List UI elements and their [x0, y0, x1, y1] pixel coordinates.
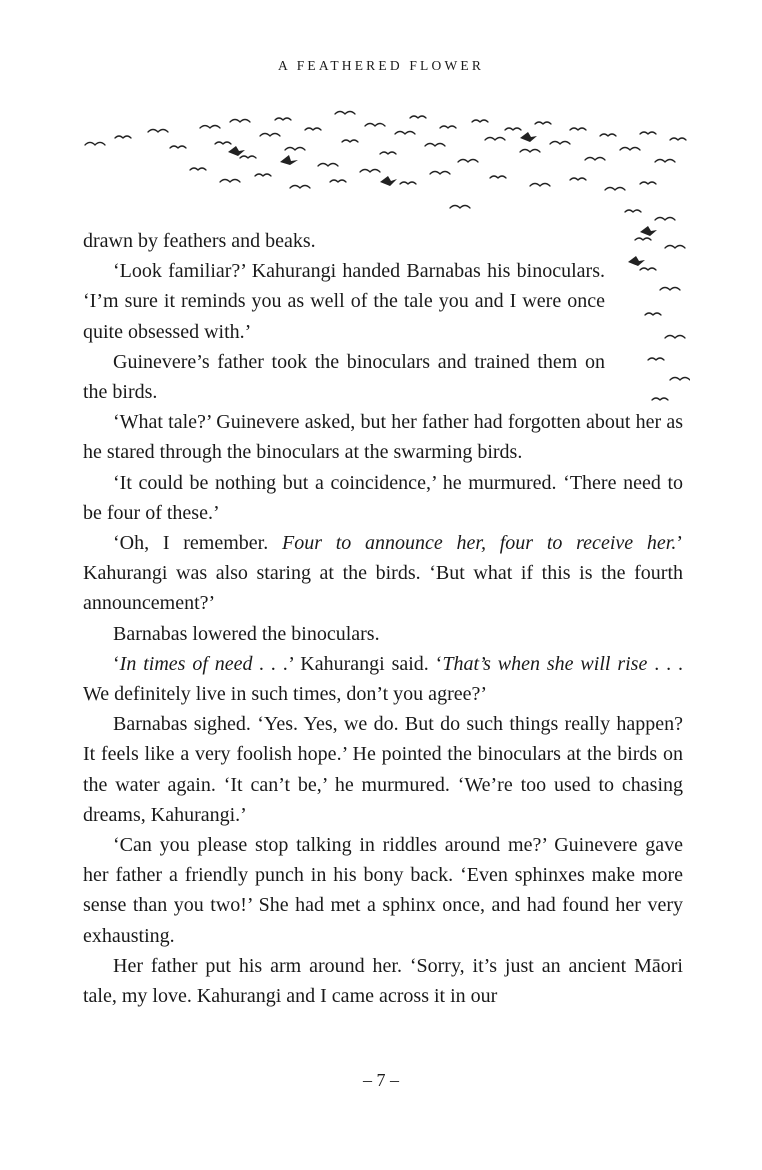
body-text	[83, 226, 683, 1011]
paragraph-10: ‘Can you please stop talking in riddles around me?’ Guinevere gave her father a friendly punch in his bony back. ‘Even sphinxes make more sense than you two!’ She had met a sphinx once, and had found her very exhausting.	[83, 834, 683, 947]
paragraph-2: ‘Look familiar?’ Kahurangi handed Barnabas his binoculars. ‘I’m sure it reminds you as well of the tale you and I were once quite obsessed with.’	[83, 260, 605, 343]
paragraph-4: ‘What tale?’ Guinevere asked, but her father had forgotten about her as he stared through the binoculars at the swarming birds.	[83, 411, 683, 464]
paragraph-5: ‘It could be nothing but a coincidence,’ he murmured. ‘There need to be four of these.’	[83, 471, 683, 524]
paragraph-7: Barnabas lowered the binoculars.	[113, 622, 380, 645]
paragraph-8: ‘In times of need . . .’ Kahurangi said. ‘That’s when she will rise . . . We definitely live in such times, don’t you agree?’	[83, 652, 684, 706]
paragraph-3: Guinevere’s father took the binoculars and trained them on the birds.	[83, 350, 605, 404]
page-number: – 7 –	[363, 1070, 399, 1090]
paragraph-6: ‘Oh, I remember. Four to announce her, four to receive her.’ Kahurangi was also staring at the birds. ‘But what if this is the fourth announcement?’	[83, 532, 683, 615]
paragraph-9: Barnabas sighed. ‘Yes. Yes, we do. But do such things really happen? It feels like a very foolish hope.’ He pointed the binoculars at the birds on the water again. ‘It can’t be,’ he murmured. ‘We’re too used to chasing dreams, Kahurangi.’	[83, 713, 683, 826]
paragraph-1: drawn by feathers and beaks.	[83, 230, 316, 252]
running-head: A FEATHERED FLOWER	[277, 58, 485, 73]
paragraph-11: Her father put his arm around her. ‘Sorry, it’s just an ancient Māori tale, my love. Kahurangi and I came across it in our	[83, 954, 683, 1008]
